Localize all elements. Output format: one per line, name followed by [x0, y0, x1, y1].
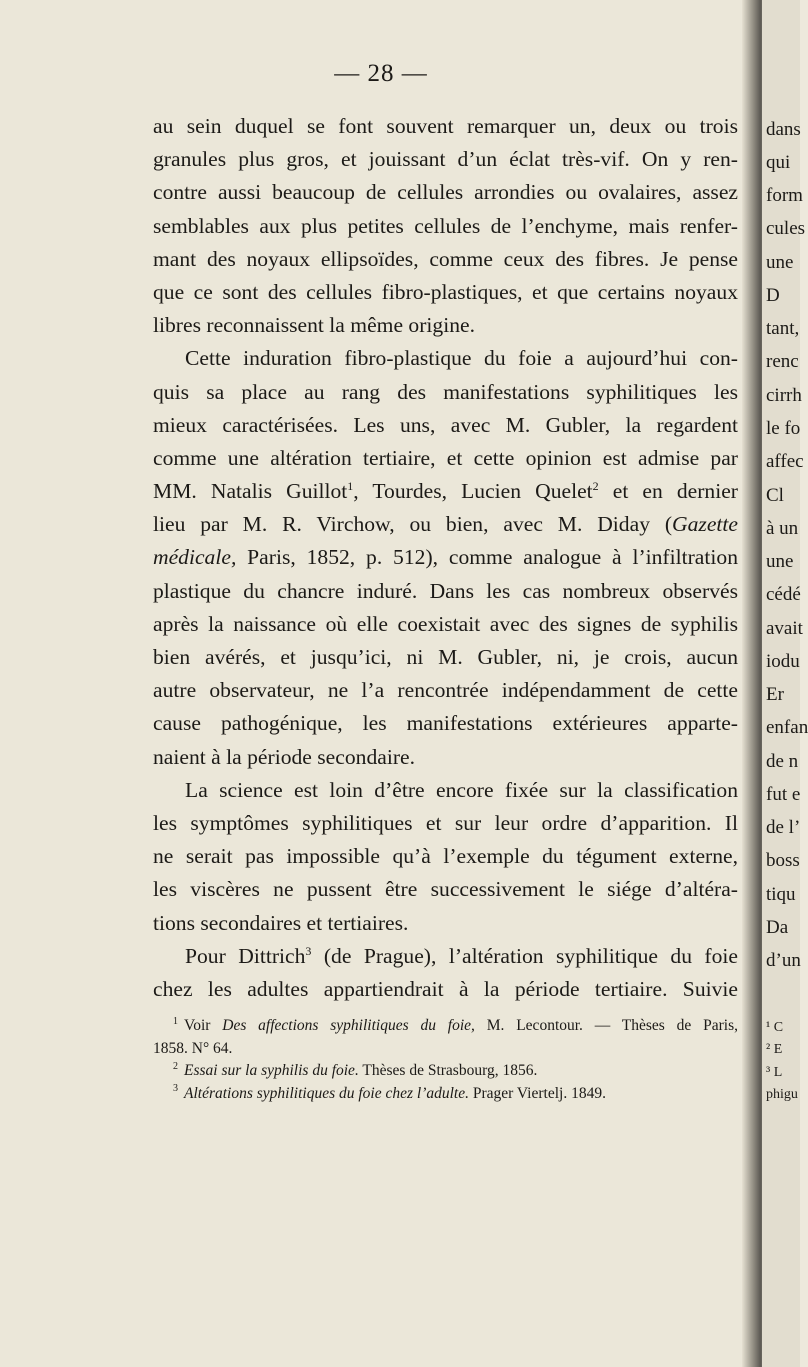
text-line: contre aussi beaucoup de cellules arrondies ou ovalaires, assez [153, 180, 738, 205]
fragment: D [766, 285, 780, 306]
text-line: tions secondaires et tertiaires. [153, 910, 409, 935]
text-line [153, 508, 738, 541]
text-line: comme une altération tertiaire, et cette opinion est admise par [153, 445, 738, 470]
text-segment: Thèses de Strasbourg, 1856. [358, 1062, 538, 1079]
text-segment: Voir [184, 1017, 223, 1034]
text-line: semblables aux plus petites cellules de l’enchyme, mais renfer- [153, 213, 738, 238]
text-segment: , Tourdes, Lucien Quelet [353, 479, 593, 504]
fragment: d’un [766, 950, 801, 971]
fragment: ³ L [766, 1065, 783, 1080]
fragment: le fo [766, 418, 801, 439]
text-line: bien avérés, et jusqu’ici, ni M. Gubler, ni, je crois, aucun [153, 645, 738, 669]
footnotes [153, 1015, 738, 1105]
text-line: cause pathogénique, les manifestations extérieures apparte- [153, 711, 738, 736]
italic-title: Essai sur la syphilis du foie. [184, 1062, 359, 1079]
fragment: enfan [766, 717, 808, 738]
text-line: granules plus gros, et jouissant d’un éclat très-vif. On y ren- [153, 147, 738, 172]
text-line [153, 541, 738, 574]
text-line: autre observateur, ne l’a rencontrée indépendamment de cette [153, 678, 738, 703]
footnote-number: 3 [173, 1083, 178, 1095]
adjacent-page-edge [762, 0, 808, 1367]
text-line: après la naissance où elle coexistait avec des signes de syphilis [153, 611, 738, 636]
text-segment: et en dernier [598, 479, 738, 504]
footnote-number: 2 [173, 1060, 178, 1072]
text-segment: Prager Viertelj. 1849. [469, 1084, 606, 1102]
fragment: cules [766, 218, 806, 239]
fragment: dans [766, 119, 801, 140]
text-line: les viscères ne pussent être successivement le siége d’altéra- [153, 877, 738, 902]
body-text [153, 110, 738, 1006]
fragment: avait [766, 618, 803, 639]
text-segment: MM. Natalis Guillot [153, 479, 348, 504]
fragment: à un [766, 518, 799, 539]
fragment: une [766, 252, 794, 273]
fragment: de l’ [766, 817, 801, 838]
text-line: naient à la période secondaire. [153, 744, 415, 769]
fragment: form [766, 185, 803, 206]
fragment: tiqu [766, 884, 796, 905]
text-segment: M. Lecontour. — Thèses de Paris, [474, 1017, 738, 1034]
text-segment: (de Prague), l’altération syphilitique du foie [311, 943, 738, 968]
text-line: mant des noyaux ellipsoïdes, comme ceux des fibres. Je pense [153, 246, 738, 271]
italic-title: médicale, [153, 545, 237, 570]
text-line: libres reconnaissent la même origine. [153, 313, 475, 338]
fragment: tant, [766, 318, 800, 339]
fragment: fut e [766, 784, 801, 805]
text-line: les symptômes syphilitiques et sur leur ordre d’apparition. Il [153, 810, 738, 835]
italic-title: Altérations syphilitiques du foie chez l’adulte. [184, 1084, 469, 1102]
fragment: Da [766, 917, 789, 938]
text-segment: lieu par M. R. Virchow, ou bien, avec M. Diday ( [153, 512, 673, 537]
text-line [153, 475, 738, 508]
text-line [153, 940, 738, 973]
footnote-ref: 1 [347, 478, 354, 493]
fragment: Cl [766, 485, 784, 506]
text-line: chez les adultes appartiendrait à la période tertiaire. Suivie [153, 976, 738, 1001]
fragment: phigu [766, 1087, 798, 1102]
fragment: renc [766, 351, 799, 372]
text-segment: Paris, 1852, p. 512), comme analogue à l’infiltration [236, 545, 738, 570]
fragment: affec [766, 451, 804, 472]
text-line: que ce sont des cellules fibro-plastiques, et que certains noyaux [153, 279, 738, 304]
footnote [153, 1083, 738, 1106]
fragment: cédé [766, 584, 801, 605]
fragment: de n [766, 751, 799, 772]
fragment: Er [766, 684, 784, 705]
italic-title: Gazette [672, 512, 738, 537]
fragment: ¹ C [766, 1020, 784, 1035]
text-line: mieux caractérisées. Les uns, avec M. Gubler, la regardent [153, 412, 738, 437]
text-line: La science est loin d’être encore fixée sur la classification [185, 777, 738, 802]
footnote-ref: 2 [592, 478, 599, 493]
text-line: Cette induration fibro-plastique du foie a aujourd’hui con- [185, 346, 738, 371]
footnote [153, 1060, 738, 1083]
fragment: cirrh [766, 385, 802, 406]
italic-title: Des affections syphilitiques du foie, [222, 1017, 475, 1034]
text-line: ne serait pas impossible qu’à l’exemple du tégument externe, [153, 844, 738, 869]
page-number: — 28 — [334, 60, 428, 87]
text-line: plastique du chancre induré. Dans les cas nombreux observés [153, 578, 738, 603]
fragment: ² E [766, 1042, 783, 1057]
footnote [153, 1015, 738, 1038]
fragment: qui [766, 152, 791, 173]
fragment: iodu [766, 651, 800, 672]
text-line: au sein duquel se font souvent remarquer un, deux ou trois [153, 114, 738, 138]
fragment: boss [766, 850, 800, 871]
text-segment: Pour Dittrich [185, 943, 306, 968]
footnote-continuation: 1858. N° 64. [153, 1039, 233, 1057]
text-line: quis sa place au rang des manifestations syphilitiques les [153, 379, 738, 404]
footnote-ref: 3 [305, 943, 312, 958]
footnote-number: 1 [173, 1015, 178, 1027]
fragment: une [766, 551, 794, 572]
